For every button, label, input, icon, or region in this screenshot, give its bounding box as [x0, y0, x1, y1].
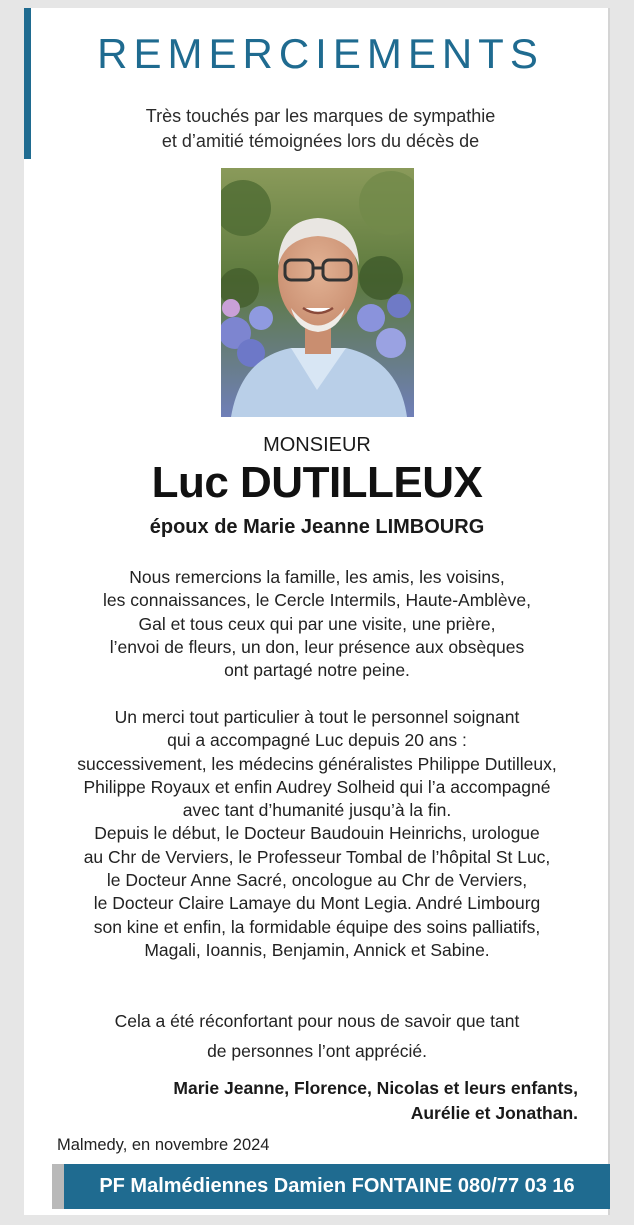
funeral-home-contact: PF Malmédiennes Damien FONTAINE 080/77 03 16 — [99, 1175, 575, 1197]
paragraph-line: le Docteur Claire Lamaye du Mont Legia. André Limbourg — [93, 893, 541, 914]
caregivers-paragraph — [28, 706, 606, 962]
banner-side-stripe — [52, 1164, 64, 1209]
paragraph-line: Philippe Royaux et enfin Audrey Solheid qui l’a accompagné — [83, 776, 551, 797]
paragraph-line: Magali, Ioannis, Benjamin, Annick et Sabine. — [144, 939, 490, 960]
paragraph-line: Depuis le début, le Docteur Baudouin Heinrichs, urologue — [94, 823, 540, 844]
civility: MONSIEUR — [263, 434, 371, 456]
portrait-illustration — [221, 168, 414, 417]
paragraph-line: avec tant d’humanité jusqu’à la fin. — [182, 800, 452, 821]
intro-line: et d’amitié témoignées lors du décès de — [161, 131, 480, 151]
paragraph-line: Un merci tout particulier à tout le personnel soignant — [114, 707, 520, 727]
accent-bar — [24, 8, 31, 159]
paragraph-line: qui a accompagné Luc depuis 20 ans : — [167, 730, 467, 751]
paragraph-line: au Chr de Verviers, le Professeur Tombal de l’hôpital St Luc, — [83, 846, 551, 867]
signature-line: Marie Jeanne, Florence, Nicolas et leurs enfants, — [173, 1078, 578, 1098]
paragraph-line: les connaissances, le Cercle Intermils, Haute-Amblève, — [103, 590, 531, 611]
signature-line: Aurélie et Jonathan. — [410, 1103, 578, 1123]
paragraph-line: l’envoi de fleurs, un don, leur présence aux obsèques — [109, 636, 525, 657]
paragraph-line: successivement, les médecins généralistes Philippe Dutilleux, — [77, 753, 557, 774]
card-right-edge — [608, 8, 610, 1215]
paragraph-line: le Docteur Anne Sacré, oncologue au Chr de Verviers, — [106, 870, 528, 891]
deceased-name: Luc DUTILLEUX — [151, 458, 483, 507]
thanks-paragraph — [28, 566, 606, 682]
intro-text — [31, 104, 610, 154]
family-signature — [173, 1076, 578, 1126]
paragraph-line: Nous remercions la famille, les amis, les voisins, — [129, 567, 505, 587]
page-title: REMERCIEMENTS — [97, 30, 544, 77]
portrait-photo — [221, 168, 414, 417]
place-date: Malmedy, en novembre 2024 — [57, 1136, 270, 1154]
spouse-line: époux de Marie Jeanne LIMBOURG — [149, 516, 485, 538]
comfort-paragraph — [28, 1006, 606, 1066]
intro-line: Très touchés par les marques de sympathie — [145, 106, 496, 126]
paragraph-line: son kine et enfin, la formidable équipe des soins palliatifs, — [93, 916, 541, 937]
paragraph-line: Gal et tous ceux qui par une visite, une prière, — [138, 613, 496, 634]
paragraph-line: Cela a été réconfortant pour nous de savoir que tant — [114, 1011, 520, 1031]
paragraph-line: ont partagé notre peine. — [224, 660, 410, 681]
paragraph-line: de personnes l’ont apprécié. — [207, 1041, 427, 1061]
funeral-home-banner — [52, 1164, 610, 1209]
